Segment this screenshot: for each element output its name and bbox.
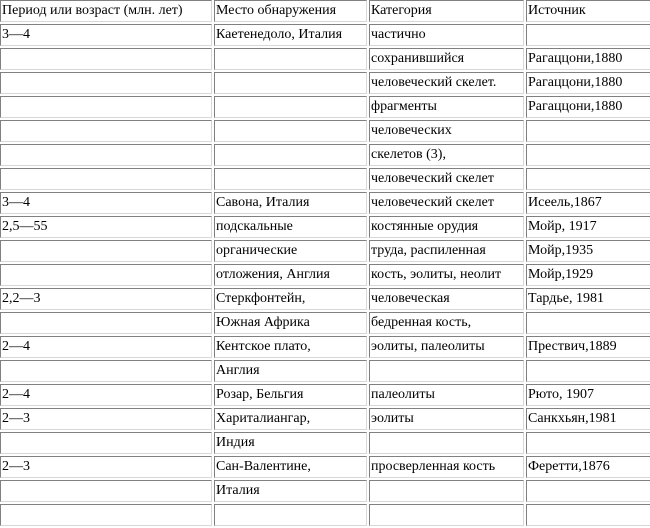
cell-location: органические — [214, 240, 367, 262]
cell-category: человеческий скелет. — [369, 72, 524, 94]
cell-category: эолиты — [369, 408, 524, 430]
table-row — [0, 360, 650, 382]
cell-location: Кентское плато, — [214, 336, 367, 358]
cell-period: 2—4 — [0, 384, 212, 406]
cell-source: Прествич,1889 — [526, 336, 650, 358]
cell-location — [214, 504, 367, 526]
cell-category: эолиты, палеолиты — [369, 336, 524, 358]
cell-period: 2—3 — [0, 456, 212, 478]
table-row — [0, 48, 650, 70]
table-row — [0, 168, 650, 190]
cell-location: Хариталиангар, — [214, 408, 367, 430]
table-row — [0, 312, 650, 334]
table-row — [0, 504, 650, 526]
cell-period — [0, 240, 212, 262]
table-row — [0, 288, 650, 310]
cell-category: человеческий скелет — [369, 192, 524, 214]
table-row — [0, 384, 650, 406]
cell-period — [0, 480, 212, 502]
cell-category: сохранившийся — [369, 48, 524, 70]
cell-period — [0, 168, 212, 190]
cell-source — [526, 312, 650, 334]
table-row — [0, 192, 650, 214]
cell-period: 3—4 — [0, 24, 212, 46]
cell-period: 2,5—55 — [0, 216, 212, 238]
cell-location — [214, 120, 367, 142]
table-row — [0, 456, 650, 478]
cell-source: Мойр,1935 — [526, 240, 650, 262]
cell-source: Тардье, 1981 — [526, 288, 650, 310]
cell-period — [0, 360, 212, 382]
header-period: Период или возраст (млн. лет) — [0, 0, 212, 22]
cell-category: скелетов (3), — [369, 144, 524, 166]
cell-category — [369, 504, 524, 526]
cell-category: человеческая — [369, 288, 524, 310]
cell-source — [526, 504, 650, 526]
table-row — [0, 24, 650, 46]
cell-period: 2—3 — [0, 408, 212, 430]
cell-category — [369, 360, 524, 382]
cell-source: Рагаццони,1880 — [526, 72, 650, 94]
cell-source — [526, 24, 650, 46]
cell-source: Рюто, 1907 — [526, 384, 650, 406]
cell-category: палеолиты — [369, 384, 524, 406]
cell-category: труда, распиленная — [369, 240, 524, 262]
cell-period — [0, 96, 212, 118]
cell-source: Мойр, 1917 — [526, 216, 650, 238]
table-row — [0, 336, 650, 358]
cell-source: Исеель,1867 — [526, 192, 650, 214]
table-row — [0, 240, 650, 262]
cell-source: Рагаццони,1880 — [526, 96, 650, 118]
cell-category: частично — [369, 24, 524, 46]
cell-source — [526, 120, 650, 142]
cell-source: Санкхьян,1981 — [526, 408, 650, 430]
cell-source — [526, 360, 650, 382]
table-row — [0, 72, 650, 94]
cell-source — [526, 480, 650, 502]
table-row — [0, 432, 650, 454]
table-row — [0, 120, 650, 142]
cell-period: 2,2—3 — [0, 288, 212, 310]
cell-location: Каетенедоло, Италия — [214, 24, 367, 46]
cell-source: Феретти,1876 — [526, 456, 650, 478]
cell-category: кость, эолиты, неолит — [369, 264, 524, 286]
table-row — [0, 144, 650, 166]
cell-location: Стеркфонтейн, — [214, 288, 367, 310]
cell-category: просверленная кость — [369, 456, 524, 478]
header-source: Источник — [526, 0, 650, 22]
table-row — [0, 264, 650, 286]
cell-category: фрагменты — [369, 96, 524, 118]
cell-location: Южная Африка — [214, 312, 367, 334]
header-row — [0, 0, 650, 22]
cell-period — [0, 312, 212, 334]
cell-period — [0, 504, 212, 526]
cell-location: Савона, Италия — [214, 192, 367, 214]
cell-source: Рагаццони,1880 — [526, 48, 650, 70]
header-category: Категория — [369, 0, 524, 22]
cell-category: костянные орудия — [369, 216, 524, 238]
cell-category — [369, 432, 524, 454]
cell-period: 2—4 — [0, 336, 212, 358]
cell-location: Розар, Бельгия — [214, 384, 367, 406]
table-row — [0, 216, 650, 238]
cell-period — [0, 120, 212, 142]
table-row — [0, 480, 650, 502]
cell-period — [0, 48, 212, 70]
cell-period: 3—4 — [0, 192, 212, 214]
table-row — [0, 96, 650, 118]
cell-location: Сан-Валентине, — [214, 456, 367, 478]
cell-location — [214, 144, 367, 166]
cell-period — [0, 264, 212, 286]
cell-source: Мойр,1929 — [526, 264, 650, 286]
cell-category: человеческих — [369, 120, 524, 142]
cell-category: бедренная кость, — [369, 312, 524, 334]
cell-location — [214, 168, 367, 190]
cell-location: подскальные — [214, 216, 367, 238]
cell-location — [214, 72, 367, 94]
cell-location: Индия — [214, 432, 367, 454]
cell-source — [526, 432, 650, 454]
table-row — [0, 408, 650, 430]
cell-source — [526, 144, 650, 166]
cell-category — [369, 480, 524, 502]
cell-location: Англия — [214, 360, 367, 382]
header-location: Место обнаружения — [214, 0, 367, 22]
cell-location: отложения, Англия — [214, 264, 367, 286]
cell-source — [526, 168, 650, 190]
cell-period — [0, 144, 212, 166]
cell-location — [214, 96, 367, 118]
cell-period — [0, 432, 212, 454]
cell-category: человеческий скелет — [369, 168, 524, 190]
cell-location: Италия — [214, 480, 367, 502]
cell-period — [0, 72, 212, 94]
cell-location — [214, 48, 367, 70]
